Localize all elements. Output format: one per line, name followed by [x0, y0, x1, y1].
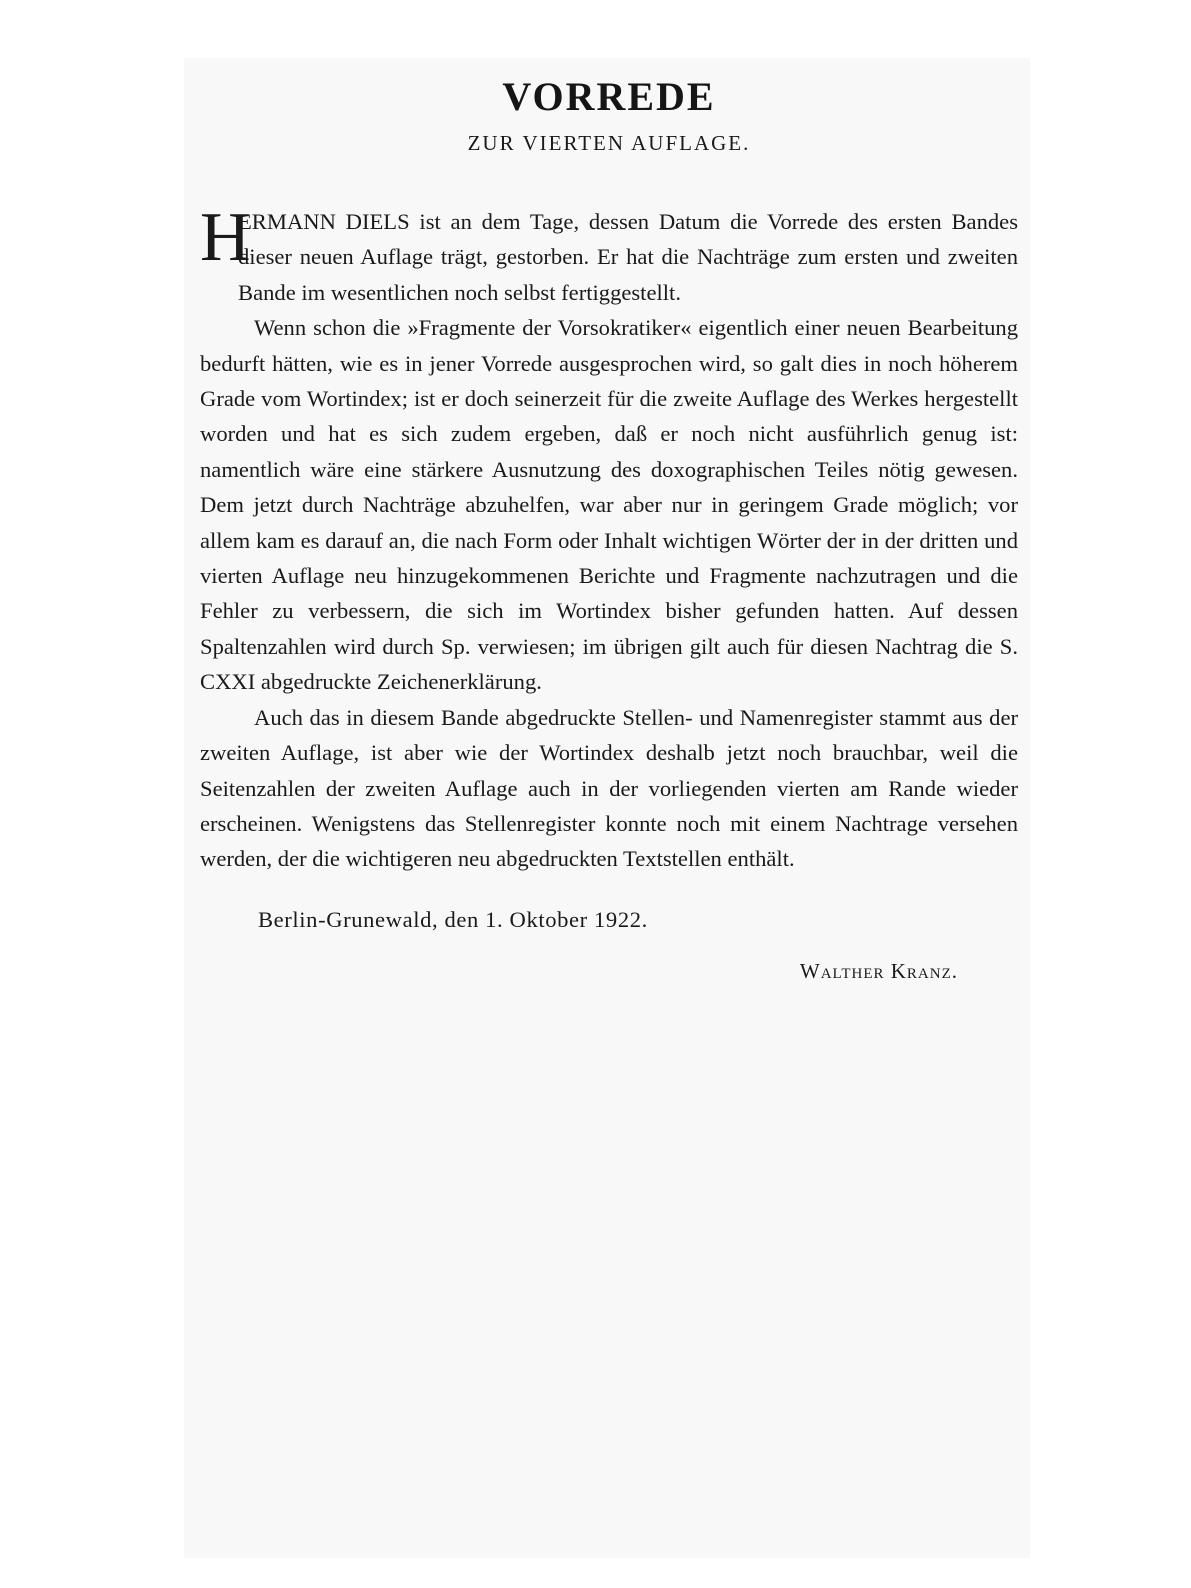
paragraph-1 — [200, 199, 1018, 310]
page-subtitle: ZUR VIERTEN AUFLAGE. — [467, 131, 751, 155]
paragraph-1-text: ERMANN DIELS ist an dem Tage, dessen Datum die Vorrede des ersten Bandes dieser neuen Auflage trägt, gestorben. Er hat die Nachträge zum ersten und zweiten Bande im wesentlichen noch selbst fertiggestellt. — [238, 209, 1018, 305]
paragraph-3: Auch das in diesem Bande abgedruckte Stellen- und Namenregister stammt aus der zweiten Auflage, ist aber wie der Wortindex deshalb jetzt noch brauchbar, weil die Seitenzahlen der zweiten Auflage auch in der vorliegenden vierten am Rande wieder erscheinen. Wenigstens das Stellenregister konnte noch mit einem Nachtrage versehen werden, der die wichtigeren neu abgedruckten Textstellen enthält. — [200, 704, 1018, 872]
author-signature: Walther Kranz. — [799, 958, 958, 983]
page-title: VORREDE — [502, 74, 716, 119]
drop-cap: H — [200, 199, 251, 276]
document-page — [200, 74, 1018, 985]
dateline: Berlin-Grunewald, den 1. Oktober 1922. — [258, 906, 648, 932]
paragraph-2: Wenn schon die »Fragmente der Vorsokratiker« eigentlich einer neuen Bearbeitung bedurft hätten, wie es in jener Vorrede ausgesprochen wird, so galt dies in noch höherem Grade vom Wortindex; ist er doch seinerzeit für die zweite Auflage des Werkes hergestellt worden und hat es sich zudem ergeben, daß er noch nicht ausführlich genug ist: namentlich wäre eine stärkere Ausnutzung des doxographischen Teiles nötig gewesen. Dem jetzt durch Nachträge abzuhelfen, war aber nur in geringem Grade möglich; vor allem kam es darauf an, die nach Form oder Inhalt wichtigen Wörter der in der dritten und vierten Auflage neu hinzugekommenen Berichte und Fragmente nachzutragen und die Fehler zu verbessern, die sich im Wortindex bisher gefunden hatten. Auf dessen Spaltenzahlen wird durch Sp. verwiesen; im übrigen gilt auch für diesen Nachtrag die S. CXXI abgedruckte Zeichenerklärung. — [200, 315, 1018, 695]
